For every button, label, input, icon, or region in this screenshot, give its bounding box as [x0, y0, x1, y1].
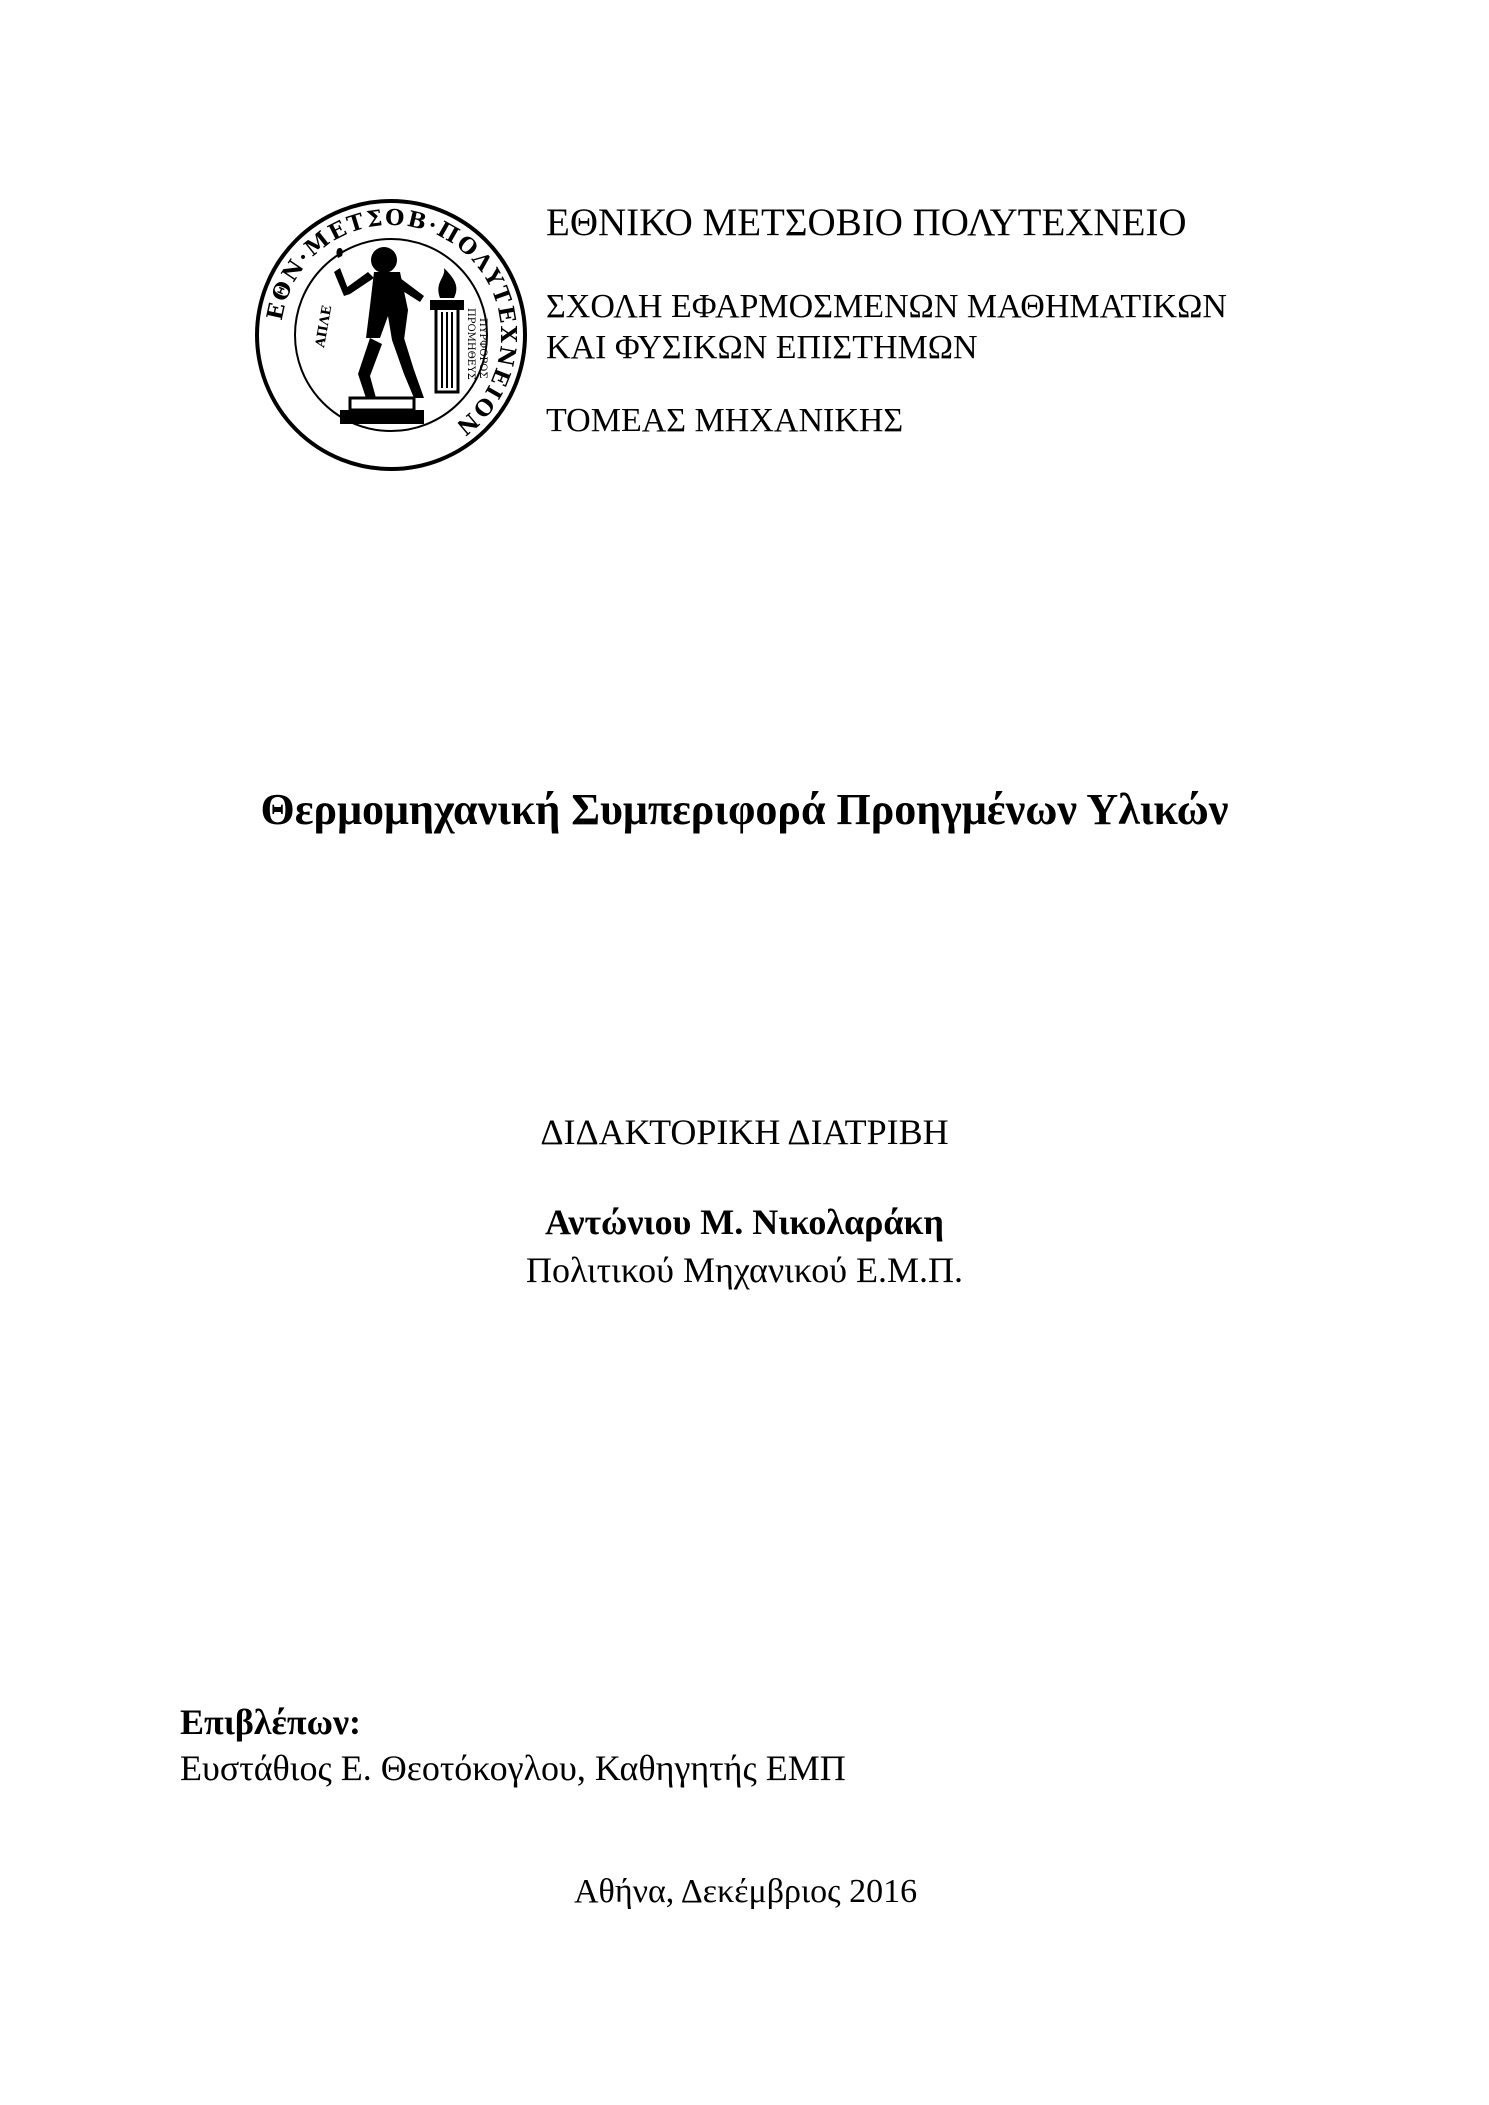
svg-text:ΠΥΡΦΟΡΟΣ: ΠΥΡΦΟΡΟΣ	[477, 318, 488, 379]
thesis-title: Θερμομηχανική Συμπεριφορά Προηγμένων Υλικών	[260, 785, 1229, 834]
svg-text:ΕΘΝ·ΜΕΤΣΟΒ·ΠΟΛΥΤΕΧΝΕΙΟΝ: ΕΘΝ·ΜΕΤΣΟΒ·ΠΟΛΥΤΕΧΝΕΙΟΝ	[261, 204, 522, 442]
supervisor-label: Επιβλέπων:	[180, 1702, 362, 1742]
supervisor-name: Ευστάθιος Ε. Θεοτόκογλου, Καθηγητής ΕΜΠ	[180, 1748, 846, 1788]
svg-text:ΠΡΟΜΗΘΕΥΣ: ΠΡΟΜΗΘΕΥΣ	[465, 308, 476, 380]
author-name: Αντώνιου Μ. Νικολαράκη	[545, 1202, 944, 1242]
thesis-type: ΔΙΔΑΚΤΟΡΙΚΗ ΔΙΑΤΡΙΒΗ	[540, 1112, 949, 1152]
school-name-line2: ΚΑΙ ΦΥΣΙΚΩΝ ΕΠΙΣΤΗΜΩΝ	[546, 329, 978, 366]
school-name	[546, 286, 1346, 368]
department-name: ΤΟΜΕΑΣ ΜΗΧΑΝΙΚΗΣ	[546, 402, 904, 439]
university-name: ΕΘΝΙΚΟ ΜΕΤΣΟΒΙΟ ΠΟΛΥΤΕΧΝΕΙΟ	[546, 201, 1187, 244]
institution-header	[546, 200, 1346, 441]
university-seal-logo	[254, 198, 528, 472]
place-date: Αθήνα, Δεκέμβριος 2016	[574, 1873, 918, 1910]
school-name-line1: ΣΧΟΛΗ ΕΦΑΡΜΟΣΜΕΝΩΝ ΜΑΘΗΜΑΤΙΚΩΝ	[546, 288, 1227, 325]
author-title: Πολιτικού Μηχανικού Ε.Μ.Π.	[525, 1250, 964, 1290]
svg-text:ΑΠΛΕ: ΑΠΛΕ	[313, 304, 336, 349]
